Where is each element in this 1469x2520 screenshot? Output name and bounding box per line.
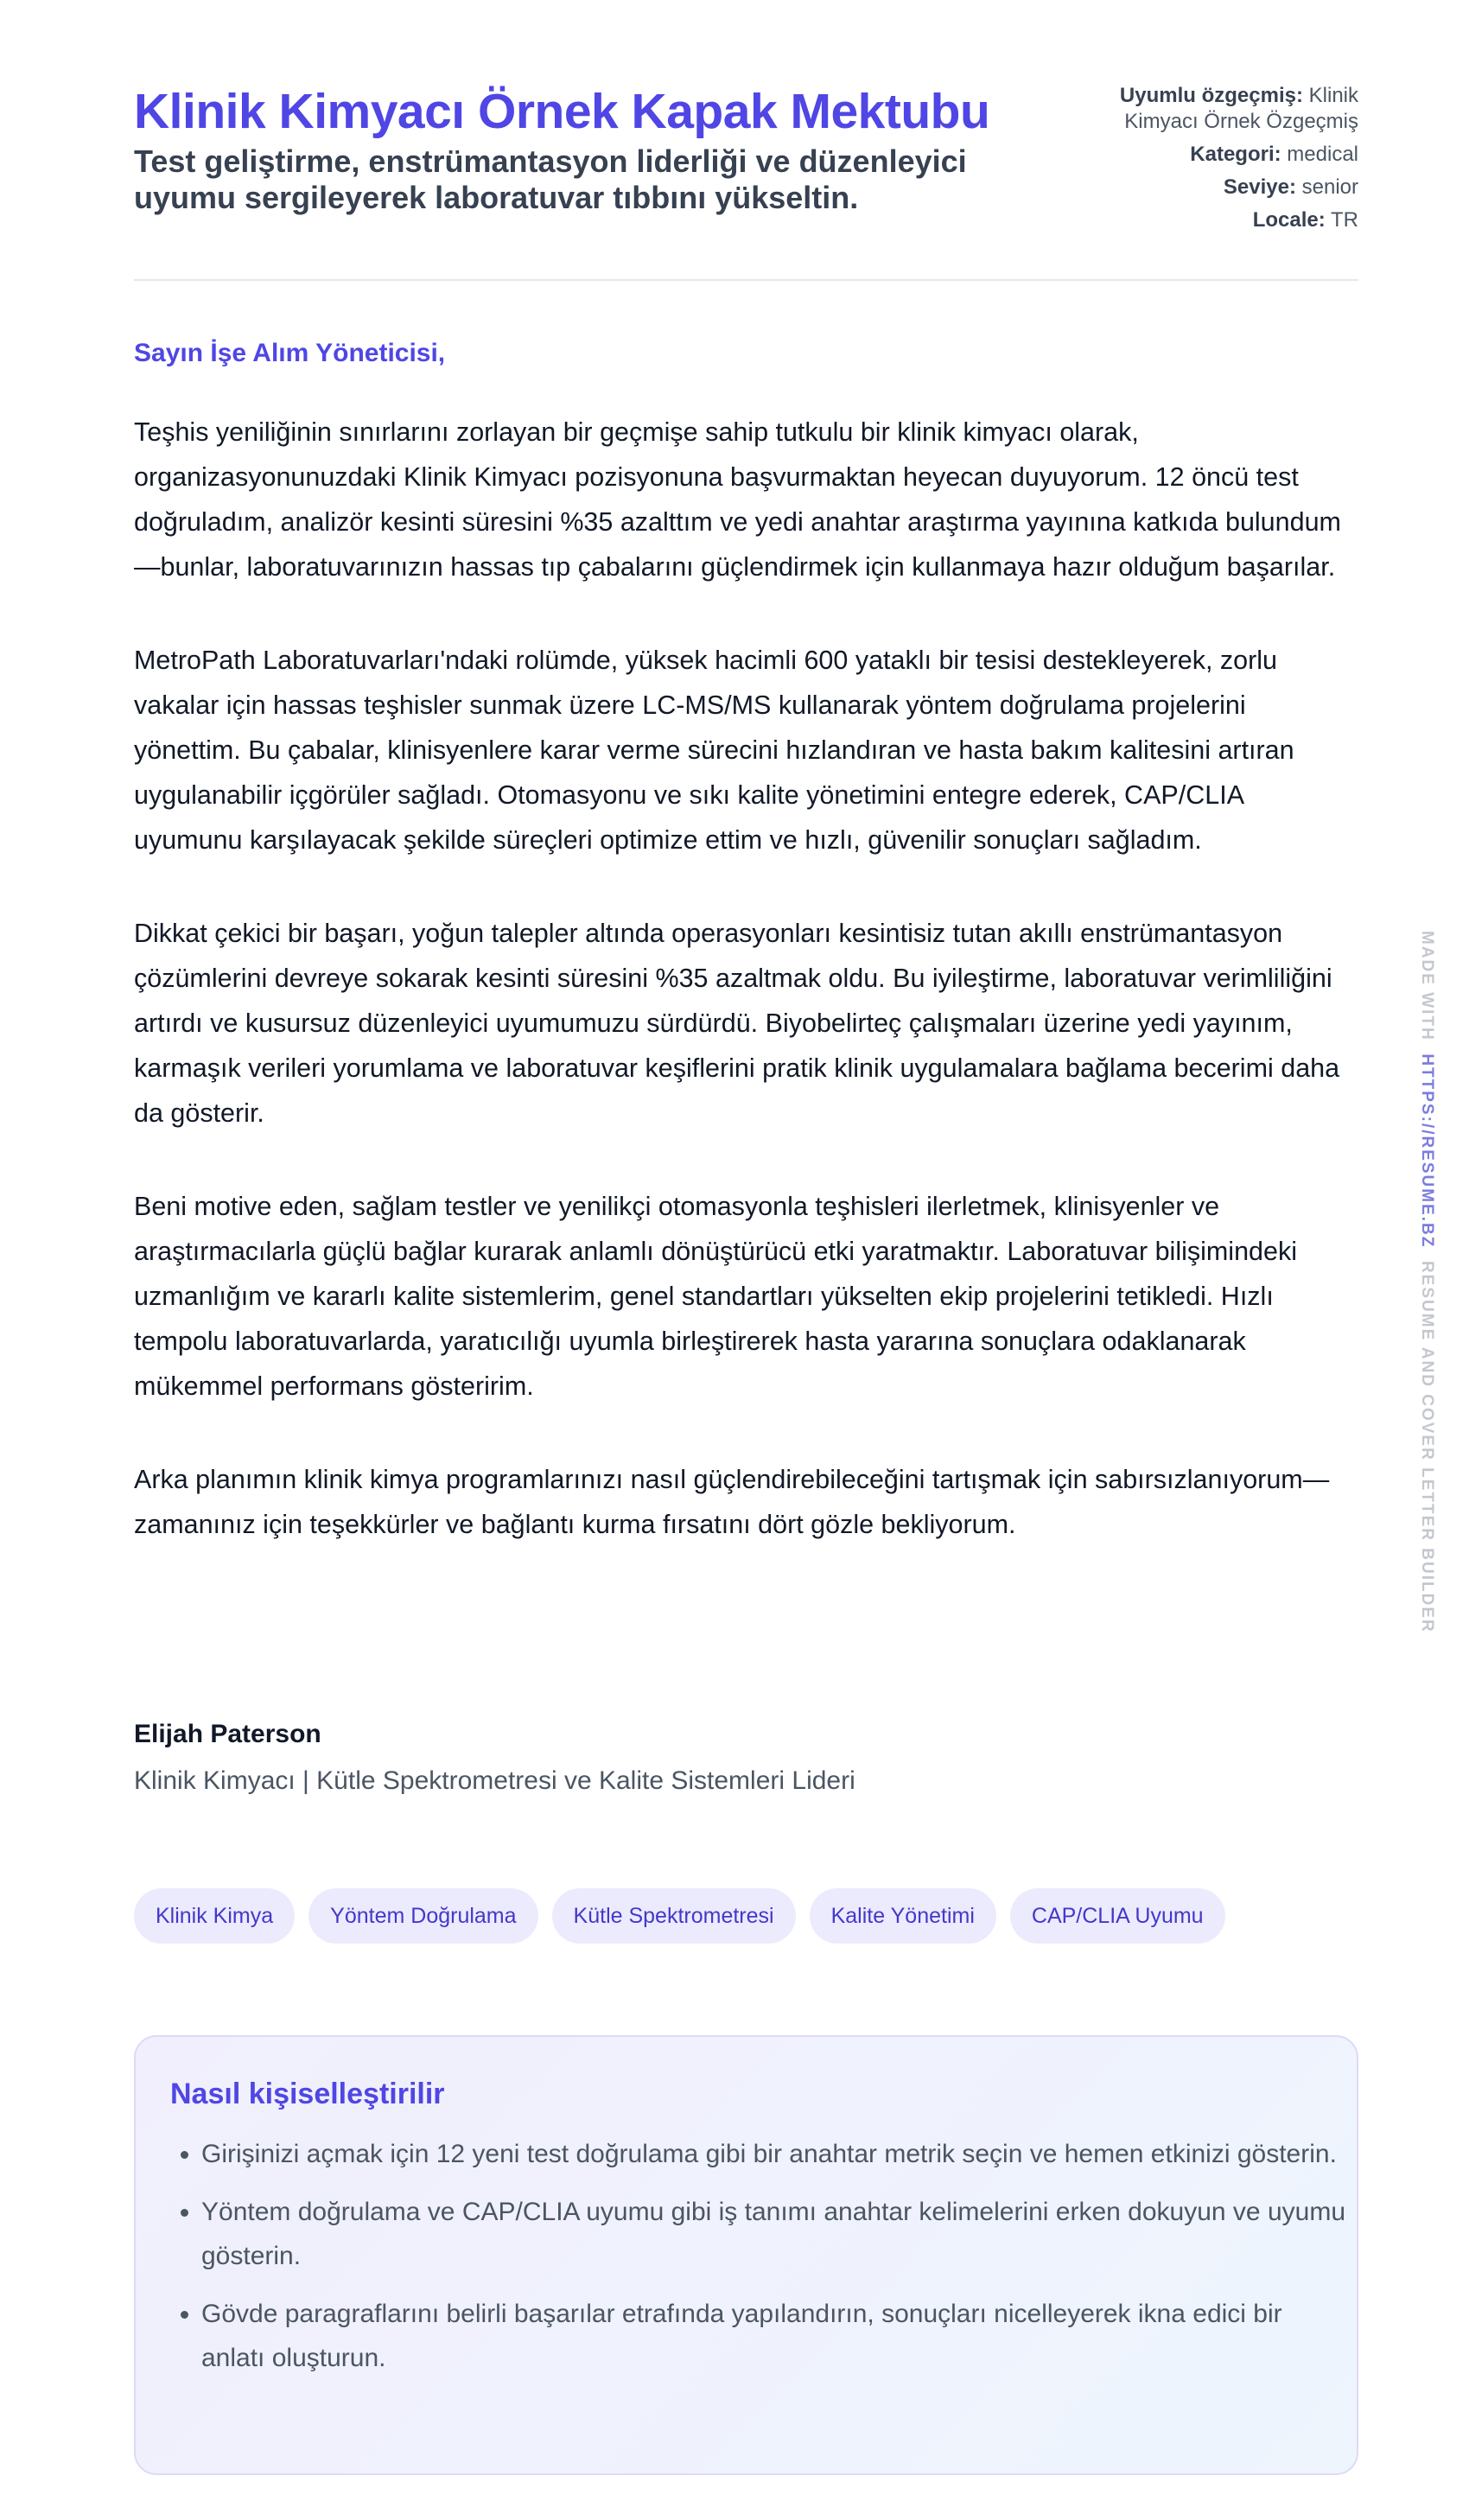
tips-list	[170, 2132, 1351, 2394]
meta-label: Kategori:	[1190, 143, 1281, 166]
watermark-prefix: MADE WITH	[1418, 931, 1436, 1041]
watermark-link[interactable]: HTTPS://RESUME.BZ	[1418, 1053, 1436, 1249]
meta-info	[1082, 83, 1358, 240]
paragraph: Dikkat çekici bir başarı, yoğun talepler altında operasyonları kesintisiz tutan akıllı enstrümantasyon çözümlerini devreye sokarak kesinti süresini %35 azaltmak oldu. Bu iyileştirme, laboratuvar verimliliğini artırdı ve kusursuz düzenleyici uyumumuzu sürdürdü. Biyobelirteç çalışmaları üzerine yedi yayınım, karmaşık verileri yorumlama ve laboratuvar keşiflerini pratik klinik uygulamalara bağlama becerimi daha da gösterir.	[134, 919, 1340, 1128]
watermark-suffix: RESUME AND COVER LETTER BUILDER	[1418, 1260, 1436, 1633]
watermark	[1417, 931, 1436, 1633]
header	[134, 0, 1358, 281]
meta-value: senior	[1301, 175, 1358, 199]
page-subtitle: Test geliştirme, enstrümantasyon liderliği ve düzenleyici uyumu sergileyerek laboratuvar tıbbını yükseltin.	[134, 143, 967, 215]
page-title: Klinik Kimyacı Örnek Kapak Mektubu	[134, 84, 990, 139]
salutation: Sayın İşe Alım Yöneticisi,	[134, 339, 446, 367]
paragraph: MetroPath Laboratuvarları'ndaki rolümde, yüksek hacimli 600 yataklı bir tesisi destekleyerek, zorlu vakalar için hassas teşhisler sunmak üzere LC-MS/MS kullanarak yöntem doğrulama projelerini yönettim. Bu çabalar, klinisyenlere karar verme sürecini hızlandıran ve hasta bakım kalitesini artıran uygulanabilir içgörüler sağladı. Otomasyonu ve sıkı kalite yönetimini entegre ederek, CAP/CLIA uyumunu karşılayacak şekilde süreçleri optimize ettim ve hızlı, güvenilir sonuçları sağladım.	[134, 646, 1294, 855]
tag-list	[134, 1888, 1225, 1944]
meta-locale	[1082, 207, 1358, 233]
signature	[134, 1720, 855, 1796]
meta-label: Locale:	[1252, 208, 1326, 232]
tag: Yöntem Doğrulama	[308, 1888, 537, 1944]
meta-value: medical	[1287, 143, 1358, 166]
tag: Kütle Spektrometresi	[552, 1888, 796, 1944]
tips-title: Nasıl kişiselleştirilir	[170, 2078, 445, 2110]
meta-label: Seviye:	[1223, 175, 1296, 199]
tip-item: • Yöntem doğrulama ve CAP/CLIA uyumu gibi iş tanımı anahtar kelimelerini erken dokuyun ve uyumu gösterin.	[201, 2190, 1351, 2278]
tip-item: • Gövde paragraflarını belirli başarılar etrafında yapılandırın, sonuçları nicelleyerek ikna edici bir anlatı oluşturun.	[201, 2292, 1351, 2380]
meta-value: TR	[1331, 208, 1358, 232]
meta-value[interactable]: Klinik Kimyacı Örnek Özgeçmiş	[1124, 84, 1358, 133]
tag: Klinik Kimya	[134, 1888, 295, 1944]
meta-category	[1082, 142, 1358, 168]
meta-level	[1082, 175, 1358, 200]
paragraph: Teşhis yeniliğinin sınırlarını zorlayan bir geçmişe sahip tutkulu bir klinik kimyacı olarak, organizasyonunuzdaki Klinik Kimyacı pozisyonuna başvurmaktan heyecan duyuyorum. 12 öncü test doğruladım, analizör kesinti süresini %35 azalttım ve yedi anahtar araştırma yayınına katkıda bulundum—bunlar, laboratuvarınızın hassas tıp çabalarını güçlendirmek için kullanmaya hazır olduğum başarılar.	[134, 417, 1341, 582]
paragraph: Arka planımın klinik kimya programlarınızı nasıl güçlendirebileceğini tartışmak için sabırsızlanıyorum—zamanınız için teşekkürler ve bağlantı kurma fırsatını dört gözle bekliyorum.	[134, 1465, 1330, 1539]
meta-label: Uyumlu özgeçmiş:	[1119, 84, 1303, 107]
tag: Kalite Yönetimi	[810, 1888, 996, 1944]
tag: CAP/CLIA Uyumu	[1010, 1888, 1225, 1944]
signer-name: Elijah Paterson	[134, 1720, 321, 1748]
tips-box	[134, 2035, 1358, 2475]
signer-role: Klinik Kimyacı | Kütle Spektrometresi ve Kalite Sistemleri Lideri	[134, 1766, 855, 1795]
tip-item: • Girişinizi açmak için 12 yeni test doğrulama gibi bir anahtar metrik seçin ve hemen etkinizi gösterin.	[201, 2132, 1351, 2176]
meta-resume	[1082, 83, 1358, 135]
paragraph: Beni motive eden, sağlam testler ve yenilikçi otomasyonla teşhisleri ilerletmek, klinisyenler ve araştırmacılarla güçlü bağlar kurarak anlamlı dönüştürücü etki yaratmaktır. Laboratuvar bilişimindeki uzmanlığım ve kararlı kalite sistemlerim, genel standartları yükselten ekip projelerini tetikledi. Hızlı tempolu laboratuvarlarda, yaratıcılığı uyumla birleştirerek hasta yararına sonuçlara odaklanarak mükemmel performans gösteririm.	[134, 1192, 1297, 1401]
letter-body	[134, 410, 1358, 1595]
